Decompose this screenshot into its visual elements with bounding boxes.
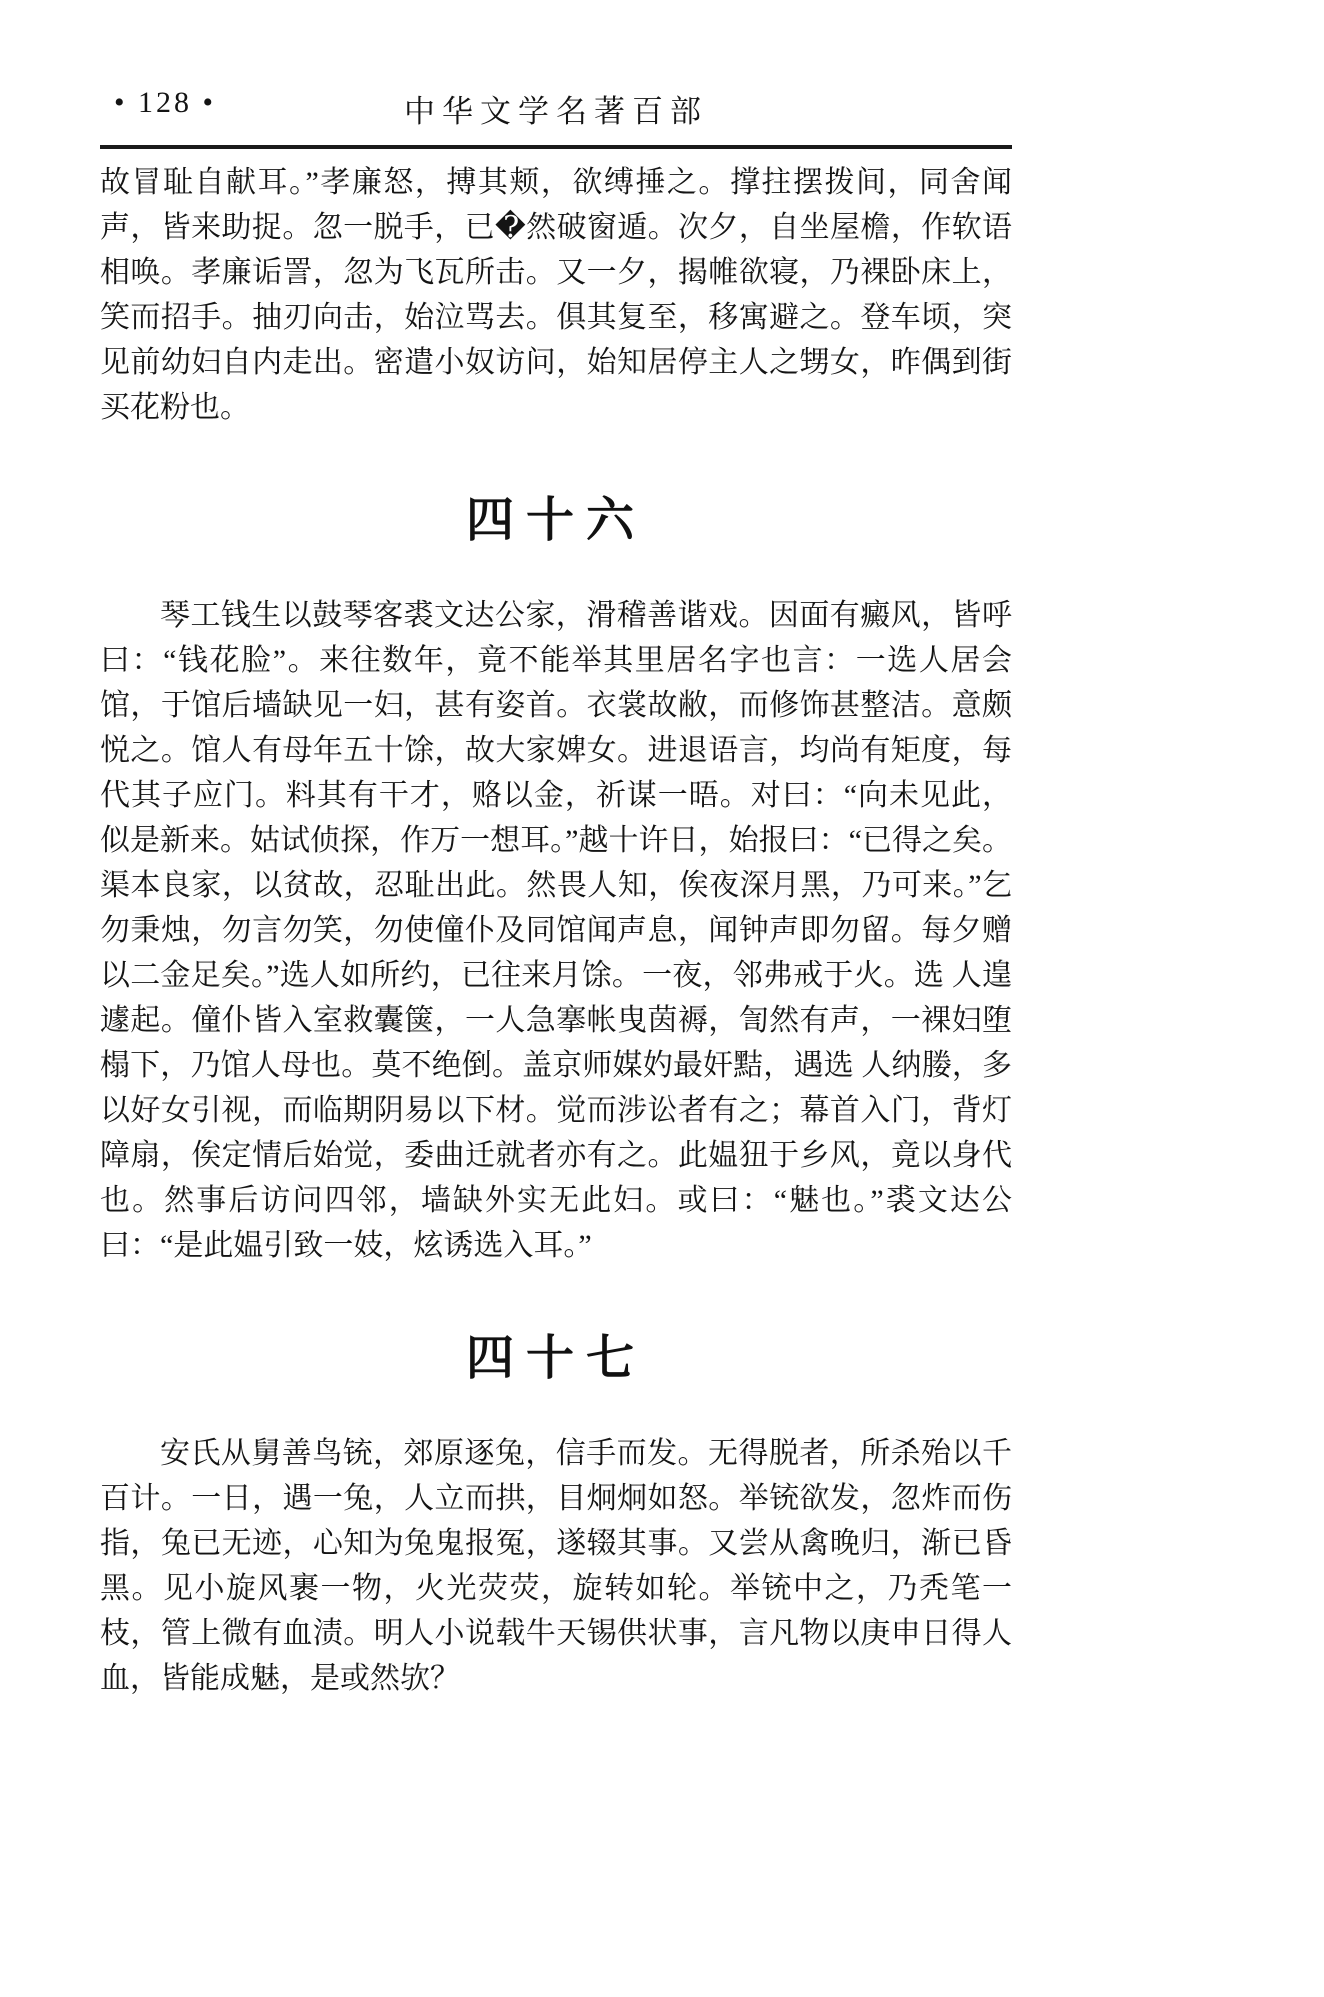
page-header [100,0,1012,130]
paragraph-continuation: 故冒耻自献耳。”孝廉怒，搏其颊，欲缚捶之。撑拄摆拨间，同舍闻声，皆来助捉。忽一脱手，已�然破窗遁。次夕，自坐屋檐，作软语相唤。孝廉诟詈，忽为飞瓦所击。又一夕，揭帷欲寝，乃裸卧床上，笑而招手。抽刃向击，始泣骂去。俱其复至，移寓避之。登车顷，突见前幼妇自内走出。密遣小奴访问，始知居停主人之甥女，昨偶到街买花粉也。 [100,166,1012,424]
header-rule [100,145,1012,149]
paragraph-chapter-46: 琴工钱生以鼓琴客裘文达公家，滑稽善谐戏。因面有癜风，皆呼曰：“钱花脸”。来往数年，竟不能举其里居名字也言：一选人居会馆，于馆后墙缺见一妇，甚有姿首。衣裳故敝，而修饰甚整洁。意颇悦之。馆人有母年五十馀，故大家婢女。进退语言，均尚有矩度，每代其子应门。料其有干才，赂以金，祈谋一晤。对曰：“向未见此，似是新来。姑试侦探，作万一想耳。”越十许日，始报曰：“已得之矣。渠本良家，以贫故，忍耻出此。然畏人知，俟夜深月黑，乃可来。”乞勿秉烛，勿言勿笑，勿使僮仆及同馆闻声息，闻钟声即勿留。每夕赠以二金足矣。”选人如所约，已往来月馀。一夜，邻弗戒于火。选 人遑遽起。僮仆皆入室救囊箧，一人急搴帐曳茵褥，訇然有声，一裸妇堕榻下，乃馆人母也。莫不绝倒。盖京师媒妁最奸黠，遇选 人纳媵，多以好女引视，而临期阴易以下材。觉而涉讼者有之；幕首入门，背灯障扇，俟定情后始觉，委曲迁就者亦有之。此媪狃于乡风，竟以身代也。然事后访问四邻，墙缺外实无此妇。或曰：“魅也。”裘文达公曰：“是此媪引致一妓，炫诱选入耳。” [100,599,1012,1262]
paragraph-chapter-47: 安氏从舅善鸟铳，郊原逐兔，信手而发。无得脱者，所杀殆以千百计。一日，遇一兔，人立而拱，目炯炯如怒。举铳欲发，忽炸而伤指，兔已无迹，心知为兔鬼报冤，遂辍其事。又尝从禽晚归，渐已昏黑。见小旋风裹一物，火光荧荧，旋转如轮。举铳中之，乃秃笔一枝，管上微有血渍。明人小说载牛天锡供状事，言凡物以庚申日得人血，皆能成魅，是或然欤？ [100,1437,1012,1695]
text-column [100,0,1012,1701]
page-body [100,160,1012,1701]
chapter-heading-46: 四十六 [465,494,646,547]
book-title: 中华文学名著百部 [404,94,708,129]
chapter-heading-47: 四十七 [465,1332,646,1385]
page-number: • 128 • [114,86,217,119]
